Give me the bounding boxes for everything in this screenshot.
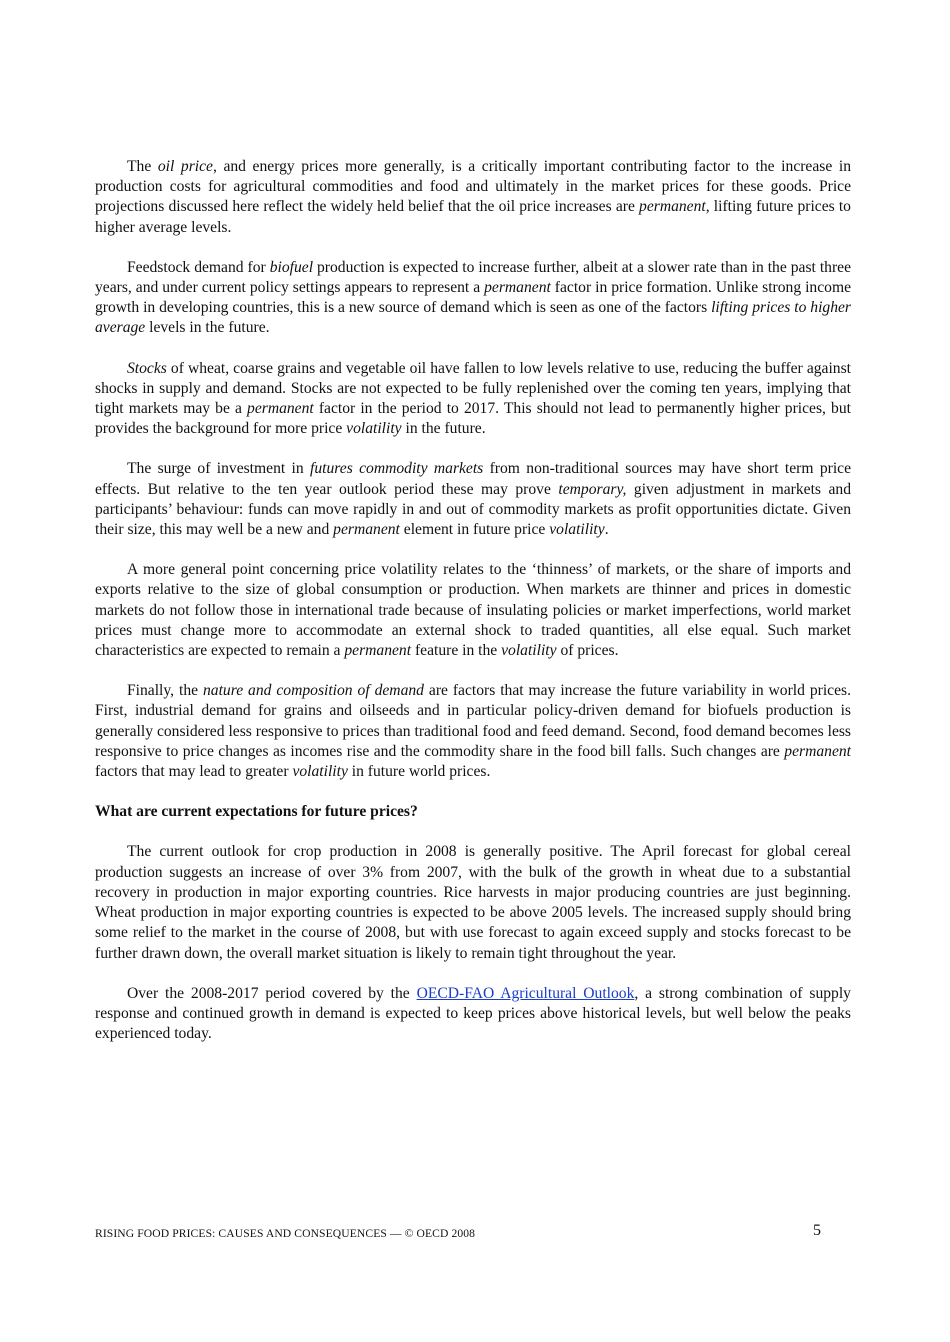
emphasis-text: biofuel xyxy=(269,258,314,276)
text-run: factor in the period to 2017. This should not lead to permanently higher prices, but provides the background for more price xyxy=(95,400,851,438)
footer-title: RISING FOOD PRICES: CAUSES AND CONSEQUENCES — © OECD 2008 xyxy=(95,1227,476,1240)
emphasis-text: permanent, xyxy=(639,198,710,216)
text-run: , and energy prices more generally, is a critically important contributing factor to the increase in production costs for agricultural commodities and food and ultimately in the market prices for these goods. Price projections discussed here reflect the widely held belief that the oil price increases are xyxy=(95,158,851,216)
text-run: production is expected to increase further, albeit at a slower rate than in the past three years, and under current policy settings appears to represent a xyxy=(95,258,852,297)
text-run: factor in price formation. Unlike strong income growth in developing countries, this is a new source of demand which is seen as one of the factors xyxy=(95,279,851,317)
page-number: 5 xyxy=(813,1222,821,1239)
paragraph-biofuel xyxy=(95,258,851,339)
emphasis-text: volatility xyxy=(549,521,605,539)
emphasis-text: lifting prices to higher average xyxy=(95,299,852,337)
text-run: of prices. xyxy=(556,642,619,660)
emphasis-text: permanent xyxy=(484,279,551,297)
text-run: levels in the future. xyxy=(145,319,270,337)
text-run: . xyxy=(604,521,609,539)
emphasis-text: oil price xyxy=(157,158,213,175)
paragraph-stocks xyxy=(95,359,851,440)
outlook-paragraph: The current outlook for crop production in 2008 is generally positive. The April forecast for global cereal production suggests an increase of over 3% from 2007, with the bulk of the growth in wheat due to a substantial recovery in production in major exporting countries. Rice harvests in major producing countries are just beginning. Wheat production in major exporting countries is expected to be above 2005 levels. The increased supply should bring some relief to the market in the course of 2008, but with use forecast to again exceed supply and stocks forecast to be further drawn down, the overall market situation is likely to remain tight throughout the year. xyxy=(95,843,851,962)
emphasis-text: permanent xyxy=(344,642,412,660)
emphasis-text: permanent xyxy=(333,521,400,539)
text-run: factors that may lead to greater xyxy=(95,763,293,781)
emphasis-text: Stocks xyxy=(127,359,167,377)
intro-paragraphs xyxy=(95,157,851,782)
oecd-fao-outlook-link[interactable]: OECD-FAO Agricultural Outlook xyxy=(416,984,635,1002)
text-run: Feedstock demand for xyxy=(127,258,270,276)
text-run: The surge of investment in xyxy=(127,460,311,478)
document-body xyxy=(95,157,851,1064)
text-run: given adjustment in markets and participants’ behaviour: funds can move rapidly in and out of commodity markets as profit opportunities dictate. Given their size, this may well be a new and xyxy=(95,480,852,539)
paragraph-thinness xyxy=(95,560,851,661)
emphasis-text: temporary, xyxy=(558,480,627,498)
emphasis-text: volatility xyxy=(292,763,348,781)
text-run: Finally, the xyxy=(127,682,203,700)
text-run: in future world prices. xyxy=(347,763,491,781)
text-run: feature in the xyxy=(411,642,502,660)
text-run: in the future. xyxy=(401,420,486,438)
final-paragraph xyxy=(95,984,851,1045)
text-run: A more general point concerning price volatility relates to the ‘thinness’ of markets, or the share of imports and exports relative to the size of global consumption or production. When markets are thinner and prices in domestic markets do not follow those in international trade because of insulating policies or market imperfections, world market prices must change more to accommodate an external shock to traded quantities, all else equal. Such market characteristics are expected to remain a xyxy=(95,561,851,660)
text-run: of wheat, coarse grains and vegetable oil have fallen to low levels relative to use, reducing the buffer against shocks in supply and demand. Stocks are not expected to be fully replenished over the coming ten years, implying that tight markets may be a xyxy=(95,359,851,418)
text-run: The xyxy=(127,158,158,175)
paragraph-oil-price xyxy=(95,157,851,238)
text-run: lifting future prices to higher average levels. xyxy=(95,198,851,236)
text-run: element in future price xyxy=(399,521,550,539)
text-run: from non-traditional sources may have short term price effects. But relative to the ten year outlook period these may prove xyxy=(95,460,852,498)
paragraph-demand-nature xyxy=(95,681,851,782)
emphasis-text: volatility xyxy=(346,420,402,438)
paragraph-futures xyxy=(95,459,851,540)
emphasis-text: volatility xyxy=(501,642,557,660)
final-paragraph-text-after: , a strong combination of supply response and continued growth in demand is expected to keep prices above historical levels, but well below the peaks experienced today. xyxy=(95,984,851,1043)
text-run: are factors that may increase the future variability in world prices. First, industrial demand for grains and oilseeds and in particular policy-driven demand for biofuels production is generally considered less responsive to prices than traditional food and feed demand. Second, food demand becomes less responsive to price changes as incomes rise and the commodity share in the food bill falls. Such changes are xyxy=(95,682,851,760)
emphasis-text: permanent xyxy=(784,742,851,760)
final-paragraph-text-before: Over the 2008-2017 period covered by the xyxy=(127,984,417,1002)
emphasis-text: permanent xyxy=(247,400,314,418)
section-heading: What are current expectations for future prices? xyxy=(95,803,418,821)
emphasis-text: futures commodity markets xyxy=(310,460,484,478)
emphasis-text: nature and composition of demand xyxy=(202,682,424,700)
